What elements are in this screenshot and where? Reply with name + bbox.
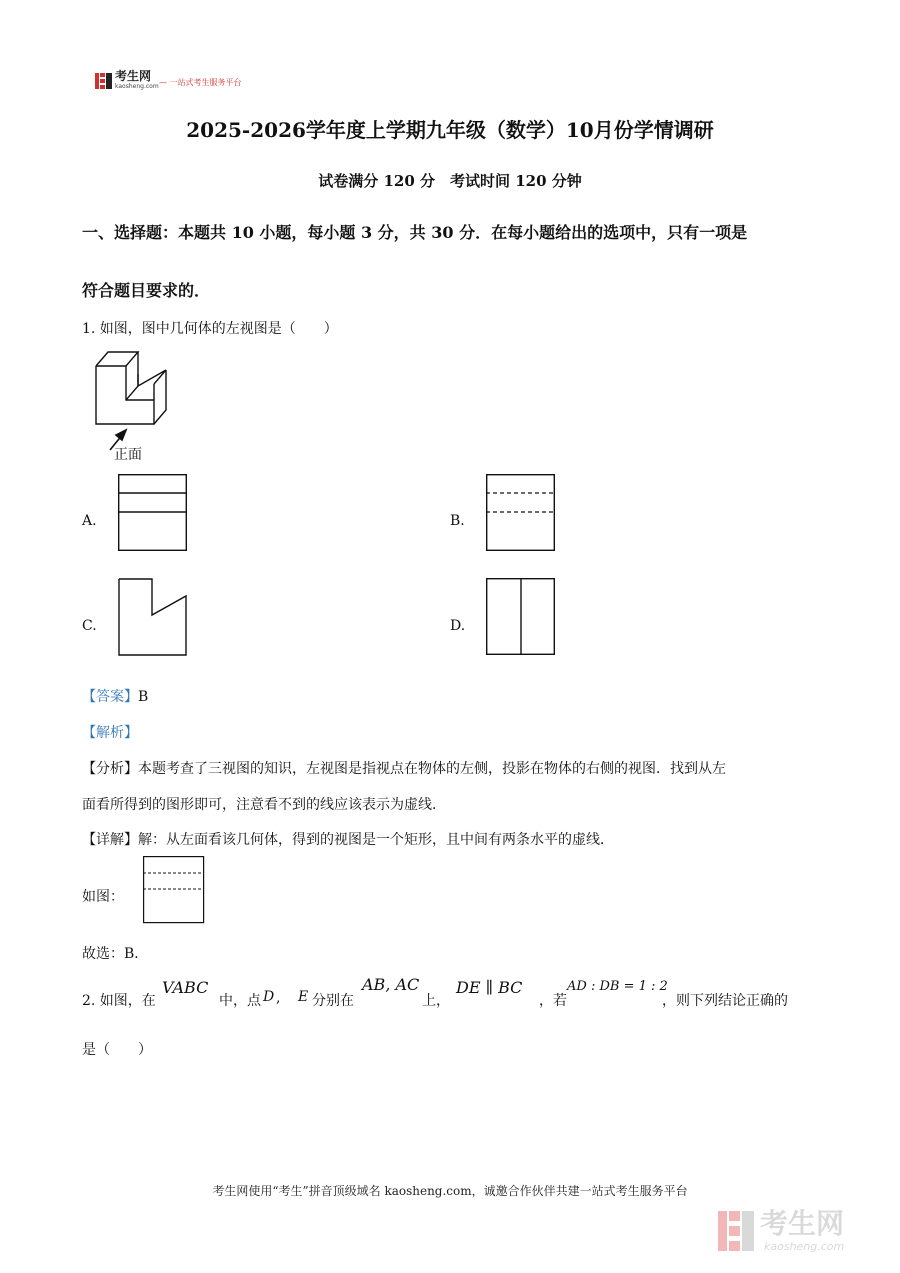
option-b-drawing — [486, 474, 556, 552]
logo-domain: kaosheng.com — [115, 83, 159, 90]
q2-parallel: DE ∥ BC — [456, 978, 523, 997]
logo-name: 考生网 — [115, 69, 152, 83]
answer-tag: 【答案】 — [82, 689, 138, 705]
xiangjie-text: 解：从左面看该几何体，得到的视图是一个矩形，且中间有两条水平的虚线． — [138, 832, 614, 848]
header-logo — [95, 70, 295, 94]
xiangjie-tag: 【详解】 — [82, 832, 138, 848]
q2-ratio: AD : DB = 1 : 2 — [567, 979, 668, 994]
analysis-tag: 【解析】 — [82, 725, 138, 741]
answer-value: B — [138, 689, 149, 705]
q2-point-d: D — [263, 989, 275, 1005]
q2-point-e: E — [298, 989, 309, 1005]
option-a-figure — [118, 474, 188, 552]
option-b-label: B. — [450, 513, 465, 529]
option-c-drawing — [118, 578, 188, 656]
section-heading-line1: 一、选择题：本题共 10 小题，每小题 3 分，共 30 分．在每小题给出的选项中，只有一项是 — [82, 223, 748, 242]
option-a-drawing — [118, 474, 188, 552]
fenxi-tag: 【分析】 — [82, 761, 138, 777]
solution-figure — [143, 856, 205, 924]
xiangjie-line — [82, 829, 614, 849]
option-c-label: C. — [82, 618, 97, 634]
logo-slogan-text: 一站式考生服务平台 — [169, 78, 242, 87]
q2-prefix: 2. 如图，在 — [82, 993, 156, 1009]
section-heading-line2: 符合题目要求的． — [82, 281, 211, 300]
option-d-drawing — [486, 578, 556, 656]
option-a-label: A. — [82, 513, 97, 529]
option-c-figure — [118, 578, 188, 656]
fenxi-text-1: 本题考查了三视图的知识，左视图是指视点在物体的左侧，投影在物体的右侧的视图．找到从左 — [138, 761, 726, 777]
fenxi-line2: 面看所得到的图形即可，注意看不到的线应该表示为虚线． — [82, 797, 446, 813]
option-b-figure — [486, 474, 556, 552]
q2-text-zhongdian: 中，点 — [219, 993, 261, 1009]
exam-title: 2025-2026学年度上学期九年级（数学）10月份学情调研 — [186, 118, 714, 142]
kaosheng-logo-icon — [95, 72, 113, 90]
answer-line — [82, 686, 148, 706]
rutu-label: 如图： — [82, 889, 124, 905]
q2-comma: , — [276, 990, 281, 1006]
q2-text-fenbie: 分别在 — [312, 993, 354, 1009]
q2-sides: AB, AC — [362, 975, 420, 994]
watermark-name: 考生网 — [760, 1207, 845, 1240]
q2-text-tail: ，则下列结论正确的 — [662, 993, 788, 1009]
q2-triangle: VABC — [162, 978, 209, 997]
q2-line2: 是（ ） — [82, 1042, 152, 1058]
option-d-figure — [486, 578, 556, 656]
fenxi-line1 — [82, 758, 726, 778]
conclusion: 故选：B． — [82, 946, 149, 962]
q2-text-shang: 上， — [422, 993, 450, 1009]
page-footer: 考生网使用“考生”拼音顶级域名 kaosheng.com，诚邀合作伙伴共建一站式考生服务平台 — [212, 1184, 688, 1198]
watermark-logo-icon — [716, 1208, 756, 1254]
solution-drawing — [143, 856, 205, 924]
watermark-logo — [716, 1208, 876, 1256]
logo-slogan: — 一站式考生服务平台 — [159, 78, 242, 87]
watermark-domain: kaosheng.com — [764, 1240, 845, 1253]
exam-subtitle: 试卷满分 120 分 考试时间 120 分钟 — [318, 172, 582, 190]
option-d-label: D. — [450, 618, 466, 634]
question-1-stem: 1. 如图，图中几何体的左视图是（ ） — [82, 321, 338, 337]
q2-text-ruo: ，若 — [539, 993, 567, 1009]
front-label: 正面 — [114, 447, 142, 463]
